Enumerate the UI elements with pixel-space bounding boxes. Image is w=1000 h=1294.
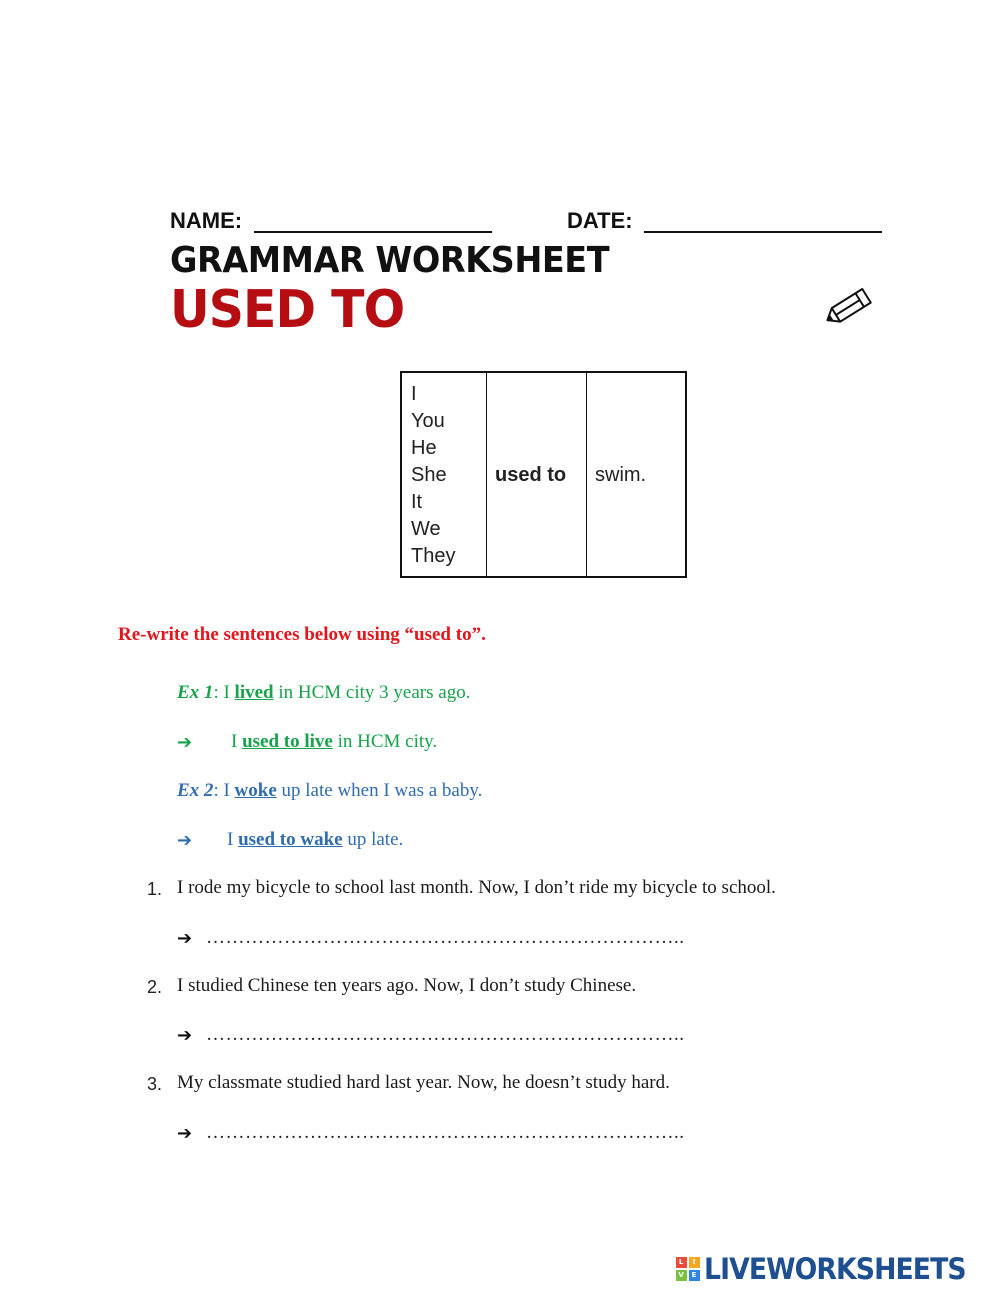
example-2-key: woke — [234, 780, 277, 801]
example-1-answer-key: used to live — [242, 731, 333, 752]
example-1 — [177, 682, 470, 704]
logo-text: LIVEWORKSHEETS — [703, 1252, 966, 1286]
example-2-label: Ex 2 — [177, 780, 214, 801]
name-input-line[interactable] — [254, 231, 492, 233]
example-1-answer-pre: I — [231, 731, 243, 752]
instruction-text: Re-write the sentences below using “used to”. — [118, 624, 486, 645]
arrow-right-icon: ➔ — [177, 732, 193, 753]
example-2-answer-rest: up late. — [342, 829, 404, 850]
example-1-sep: : I — [213, 682, 235, 703]
question-2-number: 2. — [147, 977, 163, 997]
logo-block-l: L — [676, 1257, 687, 1268]
example-1-key: lived — [234, 682, 274, 703]
subject-she: She — [411, 464, 447, 486]
subject-he: He — [411, 437, 437, 459]
logo-block-v: V — [676, 1270, 687, 1281]
question-2-text: I studied Chinese ten years ago. Now, I don’t study Chinese. — [177, 975, 637, 996]
example-2-answer-pre: I — [227, 829, 239, 850]
logo-blocks-icon — [676, 1257, 700, 1281]
worksheet-subtitle: USED TO — [170, 280, 405, 340]
logo-block-e: E — [689, 1270, 700, 1281]
question-1-answer-field[interactable]: ……………………………………………………………….. — [206, 927, 685, 948]
subject-we: We — [411, 518, 441, 540]
question-1-text: I rode my bicycle to school last month. Now, I don’t ride my bicycle to school. — [177, 877, 776, 898]
arrow-right-icon: ➔ — [177, 1025, 193, 1046]
arrow-right-icon: ➔ — [177, 928, 193, 949]
subject-you: You — [411, 410, 445, 432]
example-2-answer-key: used to wake — [238, 829, 343, 850]
date-input-line[interactable] — [644, 231, 882, 233]
arrow-right-icon: ➔ — [177, 830, 193, 851]
example-2-answer — [227, 829, 403, 851]
subject-it: It — [411, 491, 423, 513]
example-1-answer-rest: in HCM city. — [332, 731, 438, 752]
verb-cell: swim. — [595, 464, 647, 486]
example-2-sep: : I — [213, 780, 235, 801]
worksheet-title: GRAMMAR WORKSHEET — [170, 240, 610, 281]
subject-they: They — [411, 545, 456, 567]
subject-column — [402, 373, 487, 576]
modal-column — [486, 373, 587, 576]
question-3-text: My classmate studied hard last year. Now, he doesn’t study hard. — [177, 1072, 670, 1093]
example-1-answer — [231, 731, 437, 753]
example-2 — [177, 780, 482, 802]
arrow-right-icon: ➔ — [177, 1123, 193, 1144]
question-3-answer-field[interactable]: ……………………………………………………………….. — [206, 1122, 685, 1143]
grammar-table — [400, 371, 687, 578]
name-label: NAME: — [170, 208, 243, 233]
logo-block-i: I — [689, 1257, 700, 1268]
date-label: DATE: — [567, 208, 633, 233]
used-to-cell: used to — [495, 464, 567, 486]
verb-column — [586, 373, 685, 576]
question-2-answer-field[interactable]: ……………………………………………………………….. — [206, 1024, 685, 1045]
subject-i: I — [411, 383, 417, 405]
example-1-rest: in HCM city 3 years ago. — [273, 682, 471, 703]
question-3-number: 3. — [147, 1074, 163, 1094]
liveworksheets-logo[interactable] — [676, 1254, 988, 1284]
example-1-label: Ex 1 — [177, 682, 214, 703]
example-2-rest: up late when I was a baby. — [276, 780, 483, 801]
question-1-number: 1. — [147, 879, 163, 899]
pencil-icon — [814, 282, 880, 334]
